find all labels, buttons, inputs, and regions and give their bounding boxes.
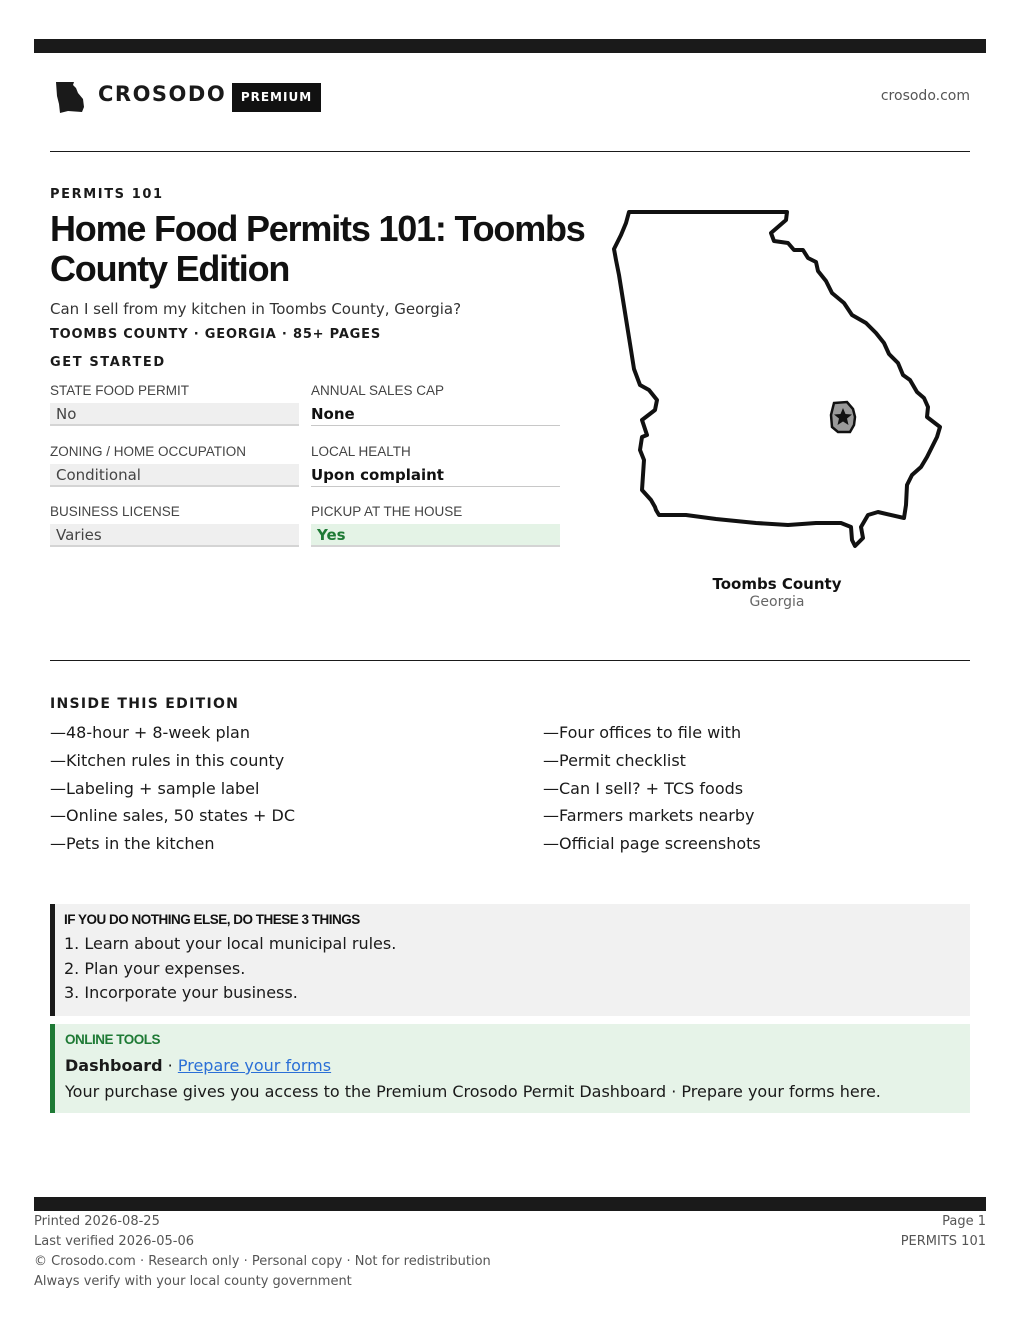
premium-badge: PREMIUM: [232, 83, 321, 112]
field-value: None: [311, 403, 560, 426]
map-caption: [677, 575, 877, 610]
contents-list-left: [50, 719, 295, 858]
field-value: Varies: [50, 524, 299, 547]
footer-section: PERMITS 101: [900, 1234, 986, 1249]
field-label: LOCAL HEALTH: [311, 444, 411, 459]
field-value: Conditional: [50, 464, 299, 487]
field-state-food-permit: [50, 381, 299, 426]
callout-item: 3. Incorporate your business.: [64, 983, 298, 1002]
contents-list-right: [543, 719, 761, 858]
top-bar: [34, 39, 986, 53]
disclaimer: Always verify with your local county government: [34, 1274, 352, 1289]
section-divider: [50, 660, 970, 661]
field-zoning: [50, 442, 299, 487]
callout-item: 2. Plan your expenses.: [64, 958, 246, 978]
edition-meta: TOOMBS COUNTY · GEORGIA · 85+ PAGES: [50, 327, 381, 342]
brand-name[interactable]: CROSODO: [98, 82, 227, 106]
verified-date: Last verified 2026-05-06: [34, 1234, 194, 1249]
tools-description: Your purchase gives you access to the Premium Crosodo Permit Dashboard · Prepare your forms here.: [65, 1082, 881, 1101]
list-item: —Farmers markets nearby: [543, 806, 755, 826]
field-business-license: [50, 502, 299, 547]
list-item: —Permit checklist: [543, 750, 686, 770]
list-item: —Pets in the kitchen: [50, 834, 215, 854]
get-started-heading: GET STARTED: [50, 355, 166, 370]
list-item: —Online sales, 50 states + DC: [50, 806, 296, 826]
list-item: —Official page screenshots: [543, 834, 761, 854]
inside-edition-heading: INSIDE THIS EDITION: [50, 696, 240, 712]
field-label: ZONING / HOME OCCUPATION: [50, 444, 247, 459]
field-pickup: [311, 502, 560, 547]
list-item: —Can I sell? + TCS foods: [543, 778, 744, 798]
tools-links-row: [65, 1053, 970, 1079]
callout-item: 1. Learn about your local municipal rules.: [64, 934, 397, 953]
footer-left: [34, 1212, 491, 1292]
list-item: —Labeling + sample label: [50, 778, 260, 798]
georgia-county-map: [606, 205, 951, 555]
bottom-bar: [34, 1197, 986, 1211]
field-annual-sales-cap: [311, 381, 560, 426]
header-divider: [50, 151, 970, 152]
page-title: Home Food Permits 101: Toombs County Edition: [50, 208, 585, 289]
copyright-notice: © Crosodo.com · Research only · Personal copy · Not for redistribution: [34, 1254, 491, 1269]
tools-title: ONLINE TOOLS: [65, 1032, 161, 1047]
printed-date: Printed 2026-08-25: [34, 1214, 160, 1229]
field-value: Yes: [311, 524, 560, 547]
georgia-outline: [614, 212, 940, 546]
field-label: PICKUP AT THE HOUSE: [311, 504, 463, 519]
field-label: ANNUAL SALES CAP: [311, 383, 445, 398]
field-label: BUSINESS LICENSE: [50, 504, 180, 519]
list-item: —Kitchen rules in this county: [50, 750, 285, 770]
footer-right: [901, 1212, 986, 1252]
three-things-callout: [50, 904, 970, 1016]
field-value: No: [50, 403, 299, 426]
callout-title: IF YOU DO NOTHING ELSE, DO THESE 3 THINGS: [64, 912, 360, 927]
map-county-name: Toombs County: [712, 575, 842, 593]
list-item: —Four offices to file with: [543, 723, 742, 742]
field-value: Upon complaint: [311, 464, 560, 487]
page-subtitle: Can I sell from my kitchen in Toombs County, Georgia?: [50, 300, 462, 318]
georgia-logo-icon: [54, 80, 86, 114]
prepare-forms-link[interactable]: Prepare your forms: [177, 1056, 332, 1075]
map-state-name: Georgia: [749, 594, 805, 610]
online-tools-box: [50, 1024, 970, 1113]
field-local-health: [311, 442, 560, 487]
dashboard-label: Dashboard: [65, 1056, 163, 1075]
tools-separator: ·: [162, 1056, 178, 1075]
field-label: STATE FOOD PERMIT: [50, 383, 190, 398]
section-kicker: PERMITS 101: [50, 187, 164, 202]
list-item: —48-hour + 8-week plan: [50, 723, 250, 742]
header: [50, 78, 970, 118]
site-url[interactable]: crosodo.com: [880, 88, 970, 104]
page-number: Page 1: [942, 1214, 986, 1229]
